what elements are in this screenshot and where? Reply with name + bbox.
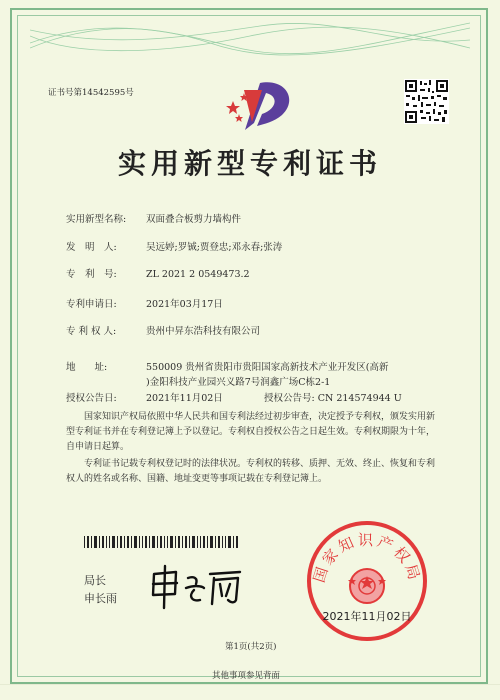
- handwritten-signature: [148, 564, 246, 610]
- field-label-patentee: 专 利 权 人:: [66, 326, 117, 337]
- footer-divider: [0, 684, 500, 685]
- field-value-inventors: 吴远婷;罗铖;贾登忠;邓永春;张涛: [146, 242, 283, 253]
- signer-title: 局长: [84, 574, 106, 587]
- paragraph-grant: 国家知识产权局依照中华人民共和国专利法经过初步审查，决定授予专利权，颁发实用新型专利证书并在专利登记簿上予以登记。专利权自授权公告之日起生效。专利权期限为十年，自申请日起算。: [66, 412, 436, 452]
- paragraph-registry: 专利证书记载专利权登记时的法律状况。专利权的转移、质押、无效、终止、恢复和专利权人的姓名或名称、国籍、地址变更等事项记载在专利登记簿上。: [66, 459, 436, 484]
- signer-name: 申长雨: [84, 592, 117, 605]
- footer-note: 其他事项参见背面: [212, 671, 281, 681]
- cnipa-logo-icon: [226, 78, 298, 133]
- guilloche-ornament: [30, 18, 470, 60]
- qr-code: [404, 79, 449, 124]
- page-number: 第1页(共2页): [225, 642, 277, 652]
- field-label-address: 地 址:: [66, 362, 108, 373]
- field-value-patentee: 贵州中昇东浩科技有限公司: [146, 326, 261, 337]
- field-value-application-date: 2021年03月17日: [146, 299, 223, 310]
- field-value-grant-number: 授权公告号: CN 214574944 U: [264, 393, 402, 404]
- field-value-address-line1: 550009 贵州省贵阳市贵阳国家高新技术产业开发区(高新: [146, 362, 389, 373]
- seal-text: 国家知识产权局: [309, 531, 425, 585]
- field-value-address-line2: )金阳科技产业园兴义路7号润鑫广场C栋2-1: [146, 377, 331, 388]
- field-value-grant-date: 2021年11月02日: [146, 393, 223, 404]
- field-label-patent-number: 专 利 号:: [66, 269, 117, 280]
- field-value-name: 双面叠合板剪力墙构件: [146, 214, 242, 225]
- official-seal: [306, 520, 428, 642]
- field-label-application-date: 专利申请日:: [66, 299, 117, 310]
- certificate-number: 证书号第14542595号: [48, 88, 134, 98]
- certificate-title: 实用新型专利证书: [117, 147, 382, 180]
- field-label-inventors: 发 明 人:: [66, 242, 117, 253]
- barcode: [84, 536, 239, 548]
- seal-date: 2021年11月02日: [322, 610, 412, 623]
- field-label-name: 实用新型名称:: [66, 214, 127, 225]
- field-label-grant-date: 授权公告日:: [66, 393, 117, 404]
- field-value-patent-number: ZL 2021 2 0549473.2: [146, 269, 250, 280]
